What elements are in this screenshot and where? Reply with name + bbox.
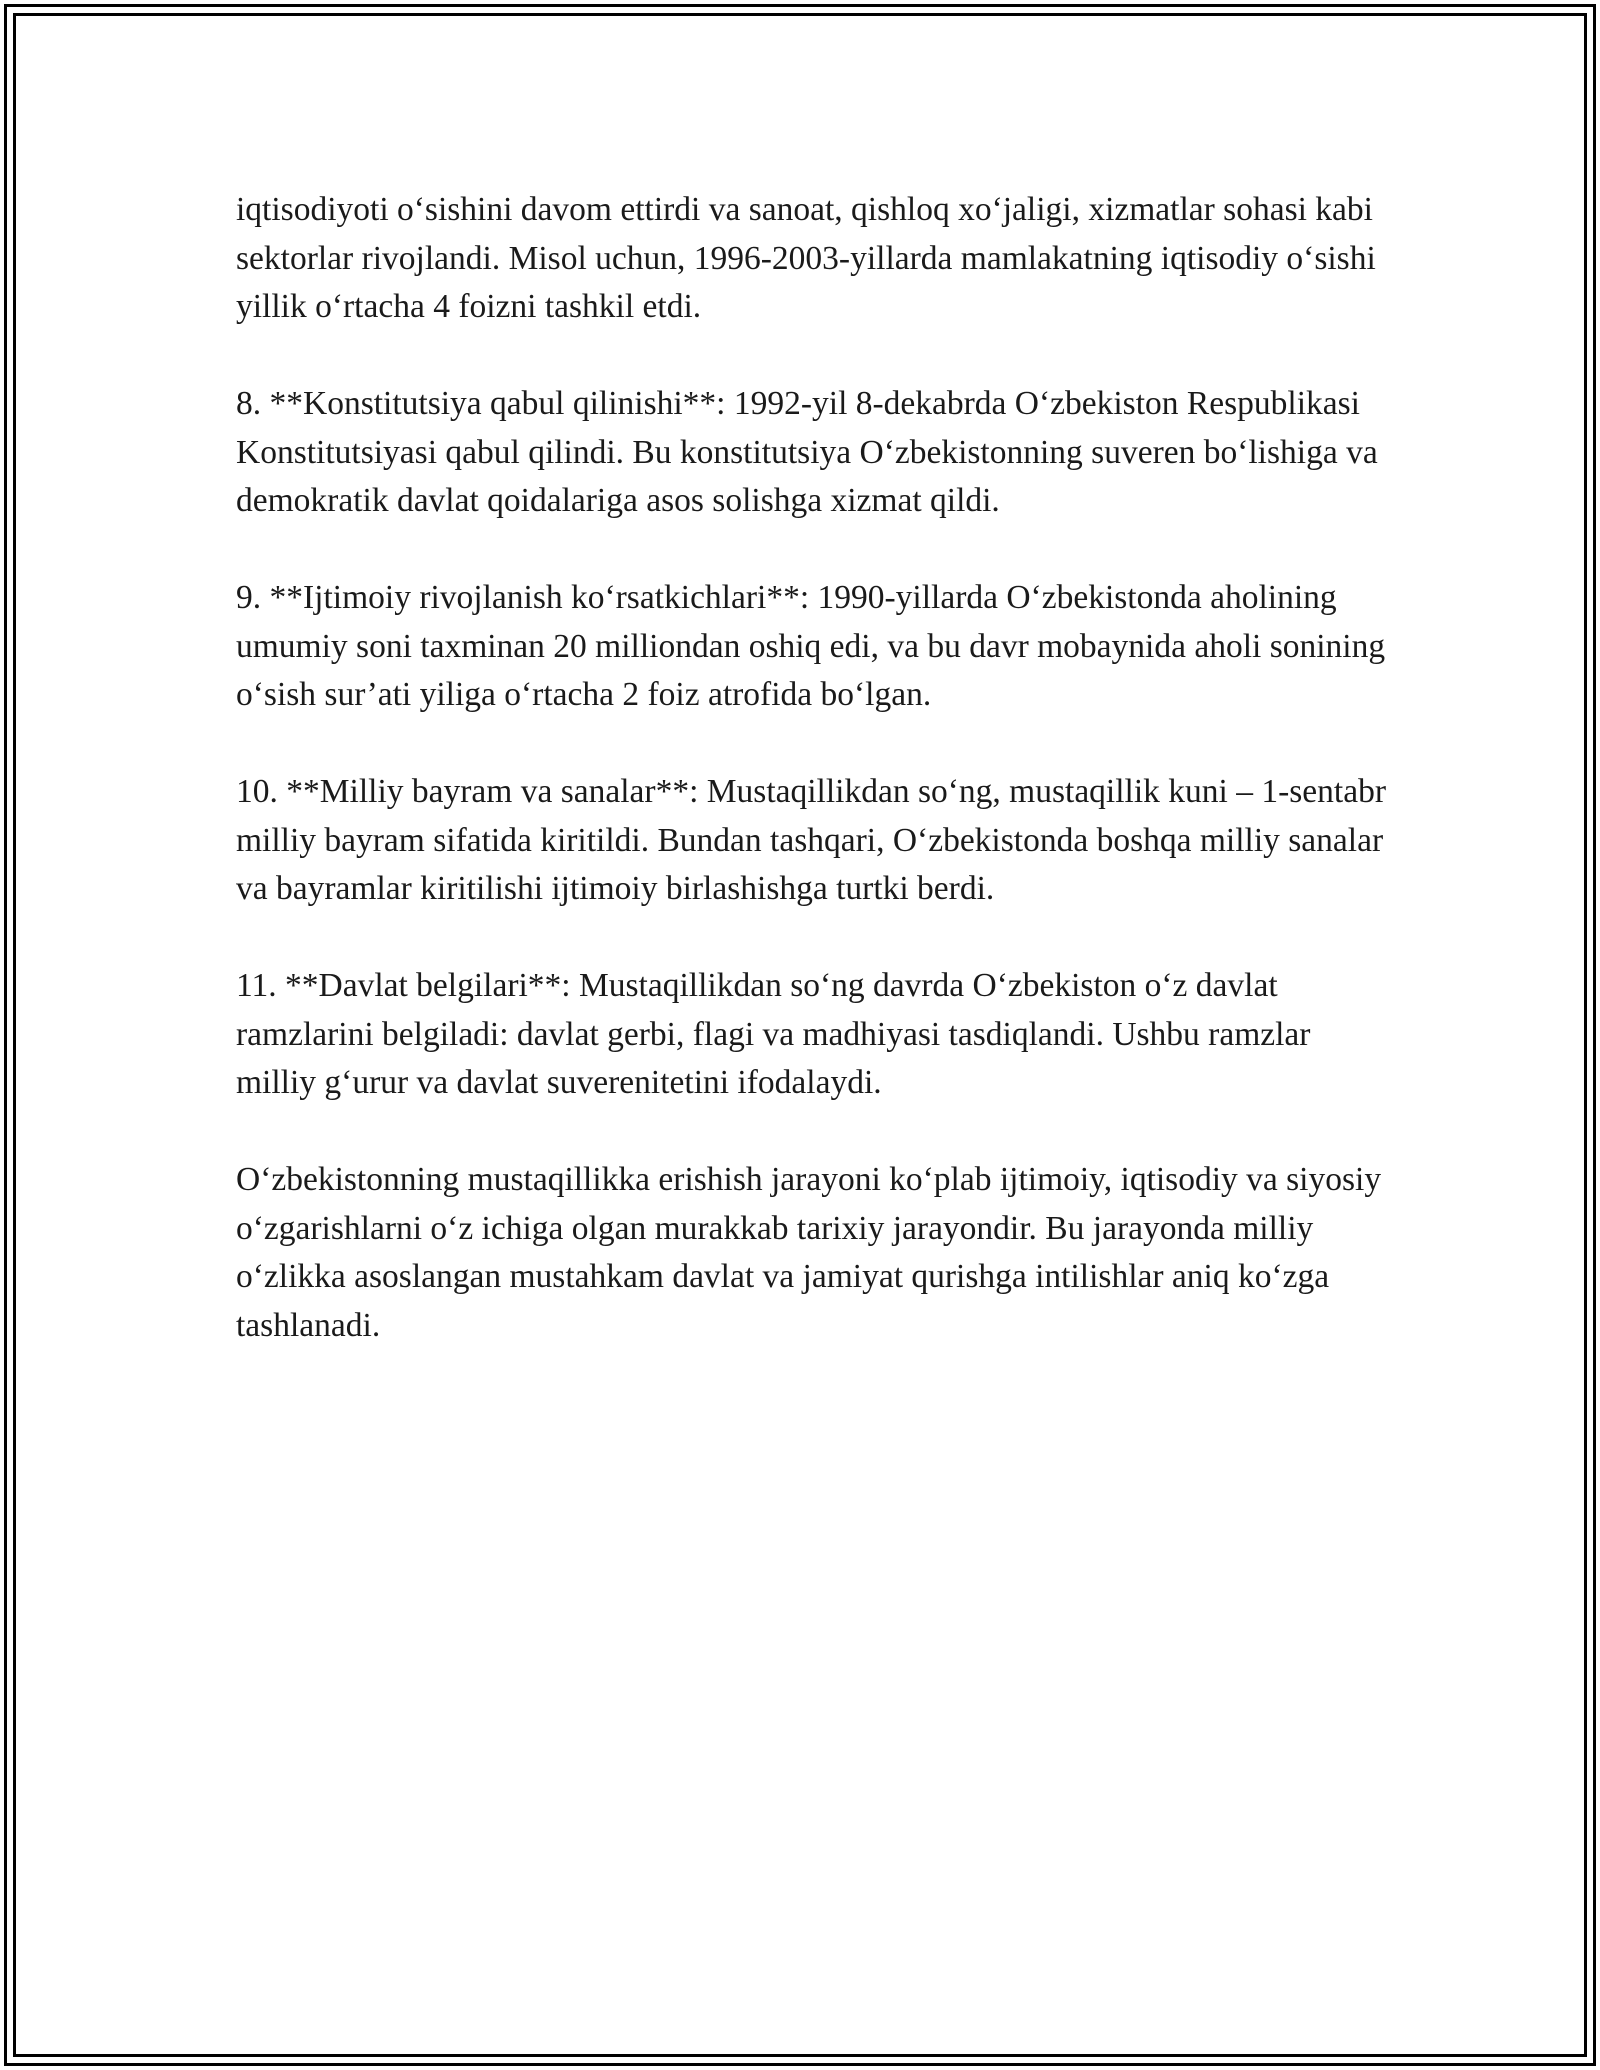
paragraph-state-symbols: 11. **Davlat belgilari**: Mustaqillikdan so‘ng davrda O‘zbekiston o‘z davlat ramzlarini belgiladi: davlat gerbi, flagi va madhiyasi tasdiqlandi. Ushbu ramzlar milliy g‘urur va davlat suverenitetini ifodalaydi.: [236, 967, 1311, 1101]
paragraph-national-holidays: 10. **Milliy bayram va sanalar**: Mustaqillikdan so‘ng, mustaqillik kuni – 1-sentabr milliy bayram sifatida kiritildi. Bundan tashqari, O‘zbekistonda boshqa milliy sanalar va bayramlar kiritilishi ijtimoiy birlashishga turtki berdi.: [236, 773, 1386, 907]
paragraph-social-development: 9. **Ijtimoiy rivojlanish ko‘rsatkichlari**: 1990-yillarda O‘zbekistonda aholining umumiy soni taxminan 20 milliondan oshiq edi, va bu davr mobaynida aholi sonining o‘sish sur’ati yiliga o‘rtacha 2 foiz atrofida bo‘lgan.: [236, 579, 1386, 713]
paragraph-constitution: 8. **Konstitutsiya qabul qilinishi**: 1992-yil 8-dekabrda O‘zbekiston Respublikasi Konstitutsiyasi qabul qilindi. Bu konstitutsiya O‘zbekistonning suveren bo‘lishiga va demokratik davlat qoidalariga asos solishga xizmat qildi.: [236, 385, 1378, 519]
paragraph-conclusion: O‘zbekistonning mustaqillikka erishish jarayoni ko‘plab ijtimoiy, iqtisodiy va siyosiy o‘zgarishlarni o‘z ichiga olgan murakkab tarixiy jarayondir. Bu jarayonda milliy o‘zlikka asoslangan mustahkam davlat va jamiyat qurishga intilishlar aniq ko‘zga tashlanadi.: [236, 1161, 1382, 1344]
paragraph-economy: iqtisodiyoti o‘sishini davom ettirdi va sanoat, qishloq xo‘jaligi, xizmatlar sohasi kabi sektorlar rivojlandi. Misol uchun, 1996-2003-yillarda mamlakatning iqtisodiy o‘sishi yillik o‘rtacha 4 foizni tashkil etdi.: [236, 191, 1376, 325]
document-body: [236, 186, 1386, 1399]
